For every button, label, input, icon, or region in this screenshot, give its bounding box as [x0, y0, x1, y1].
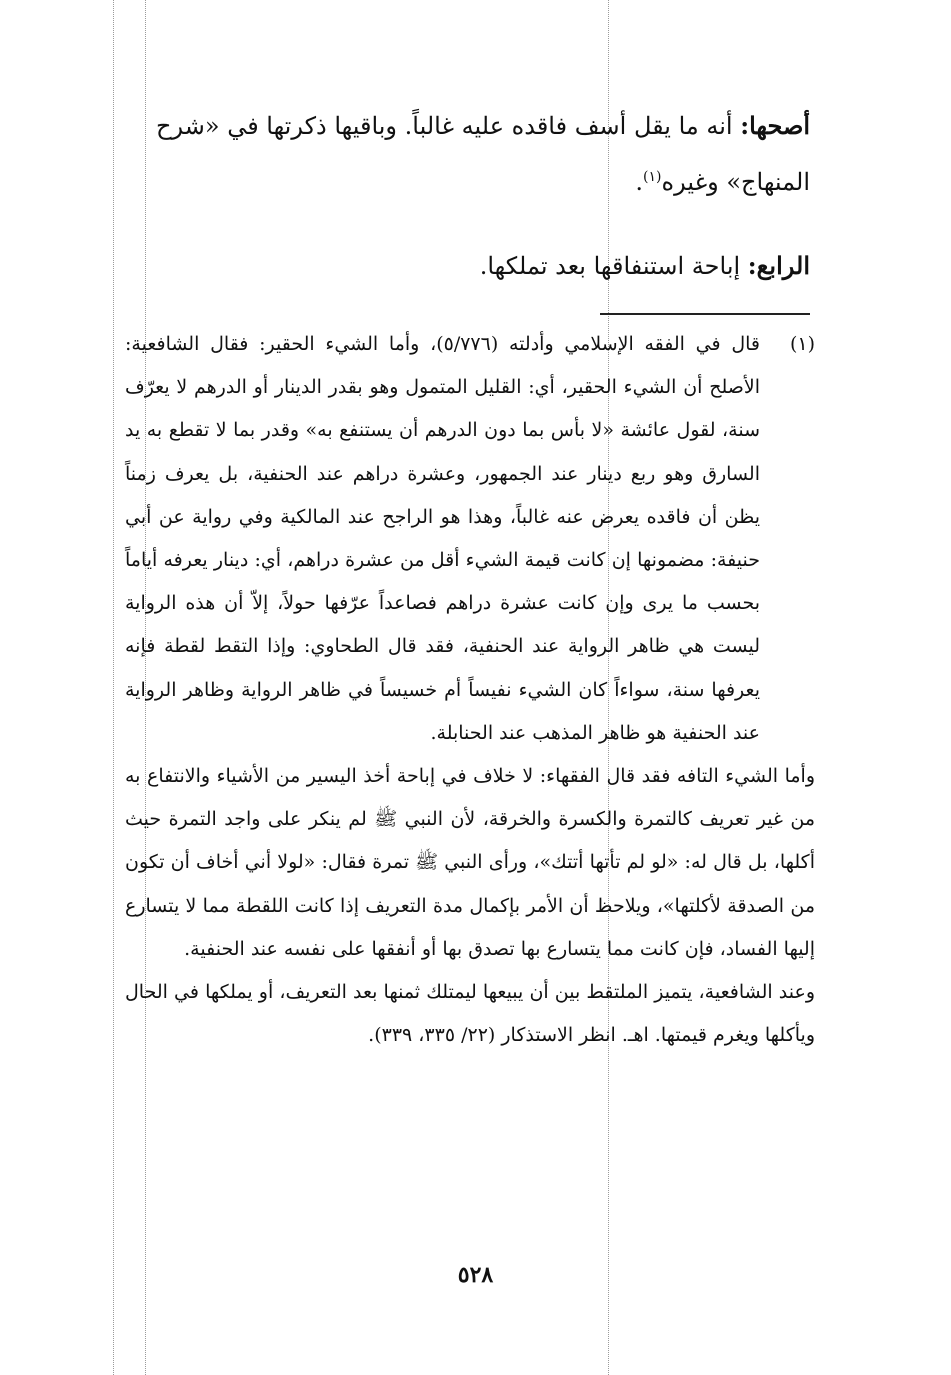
- footnote-text: قال في الفقه الإسلامي وأدلته (٥/٧٧٦)، وأما الشيء الحقير: فقال الشافعية: الأصلح أن الشيء الحقير، أي: القليل المتمول وهو بقدر الدينار أو الدرهم لا يعرّف سنة، لقول عائشة «لا بأس بما دون الدرهم أن يستنفع به» وقدر بما لا تقطع به يد السارق وهو ربع دينار عند الجمهور، وعشرة دراهم عند الحنفية، بل يعرف زمناً يظن أن فاقده يعرض عنه غالباً، وهذا هو الراجح عند المالكية وفي رواية عن أبي حنيفة: مضمونها إن كانت قيمة الشيء أقل من عشرة دراهم، أي: دينار يعرفه أياماً بحسب ما يرى وإن كانت عشرة دراهم فصاعداً عرّفها حولاً، إلاّ أن هذه الرواية ليست هي ظاهر الرواية عند الحنفية، فقد قال الطحاوي: وإذا التقط لقطة فإنه يعرفها سنة، سواءاً كان الشيء نفيساً أم خسيساً في ظاهر الرواية وظاهر الرواية عند الحنفية هو ظاهر المذهب عند الحنابلة.: [125, 333, 760, 744]
- main-text: [125, 98, 810, 210]
- paragraph-text: أنه ما يقل أسف فاقده عليه غالباً. وباقيها ذكرتها في «شرح المنهاج» وغيره: [156, 112, 810, 196]
- footnote-reference[interactable]: (١): [643, 169, 662, 185]
- paragraph-lead: أصحها:: [740, 111, 810, 140]
- paragraph-end: .: [635, 168, 644, 196]
- main-paragraph-2: [125, 238, 810, 294]
- footnote-marker: (١): [789, 333, 815, 355]
- paragraph-lead: الرابع:: [747, 251, 810, 280]
- paragraph-text: إباحة استنفاقها بعد تملكها.: [479, 252, 748, 280]
- scan-artifact-line: [113, 0, 114, 1375]
- main-paragraph-1: [125, 98, 810, 210]
- footnote-paragraph: [125, 323, 815, 755]
- footnote-paragraph: وعند الشافعية، يتميز الملتقط بين أن يبيعها ليمتلك ثمنها بعد التعريف، أو يملكها في الحال ويأكلها ويغرم قيمتها. اهـ. انظر الاستذكار (٢٢/ ٣٣٥، ٣٣٩).: [125, 981, 815, 1047]
- main-text-2: [125, 238, 810, 294]
- page-number: ٥٢٨: [457, 1262, 494, 1288]
- footnotes: [125, 323, 815, 1057]
- footnote-divider: [600, 313, 810, 315]
- footnote-paragraph: وأما الشيء التافه فقد قال الفقهاء: لا خلاف في إباحة أخذ اليسير من الأشياء والانتفاع به من غير تعريف كالتمرة والكسرة والخرقة، لأن النبي ﷺ لم ينكر على واجد التمرة حيث أكلها، بل قال له: «لو لم تأتها أتتك»، ورأى النبي ﷺ تمرة فقال: «لولا أني أخاف أن تكون من الصدقة لأكلتها»، ويلاحظ أن الأمر بإكمال مدة التعريف إذا كانت اللقطة مما لا يتسارع إليها الفساد، فإن كانت مما يتسارع بها تصدق بها أو أنفقها على نفسه عند الحنفية.: [125, 765, 815, 960]
